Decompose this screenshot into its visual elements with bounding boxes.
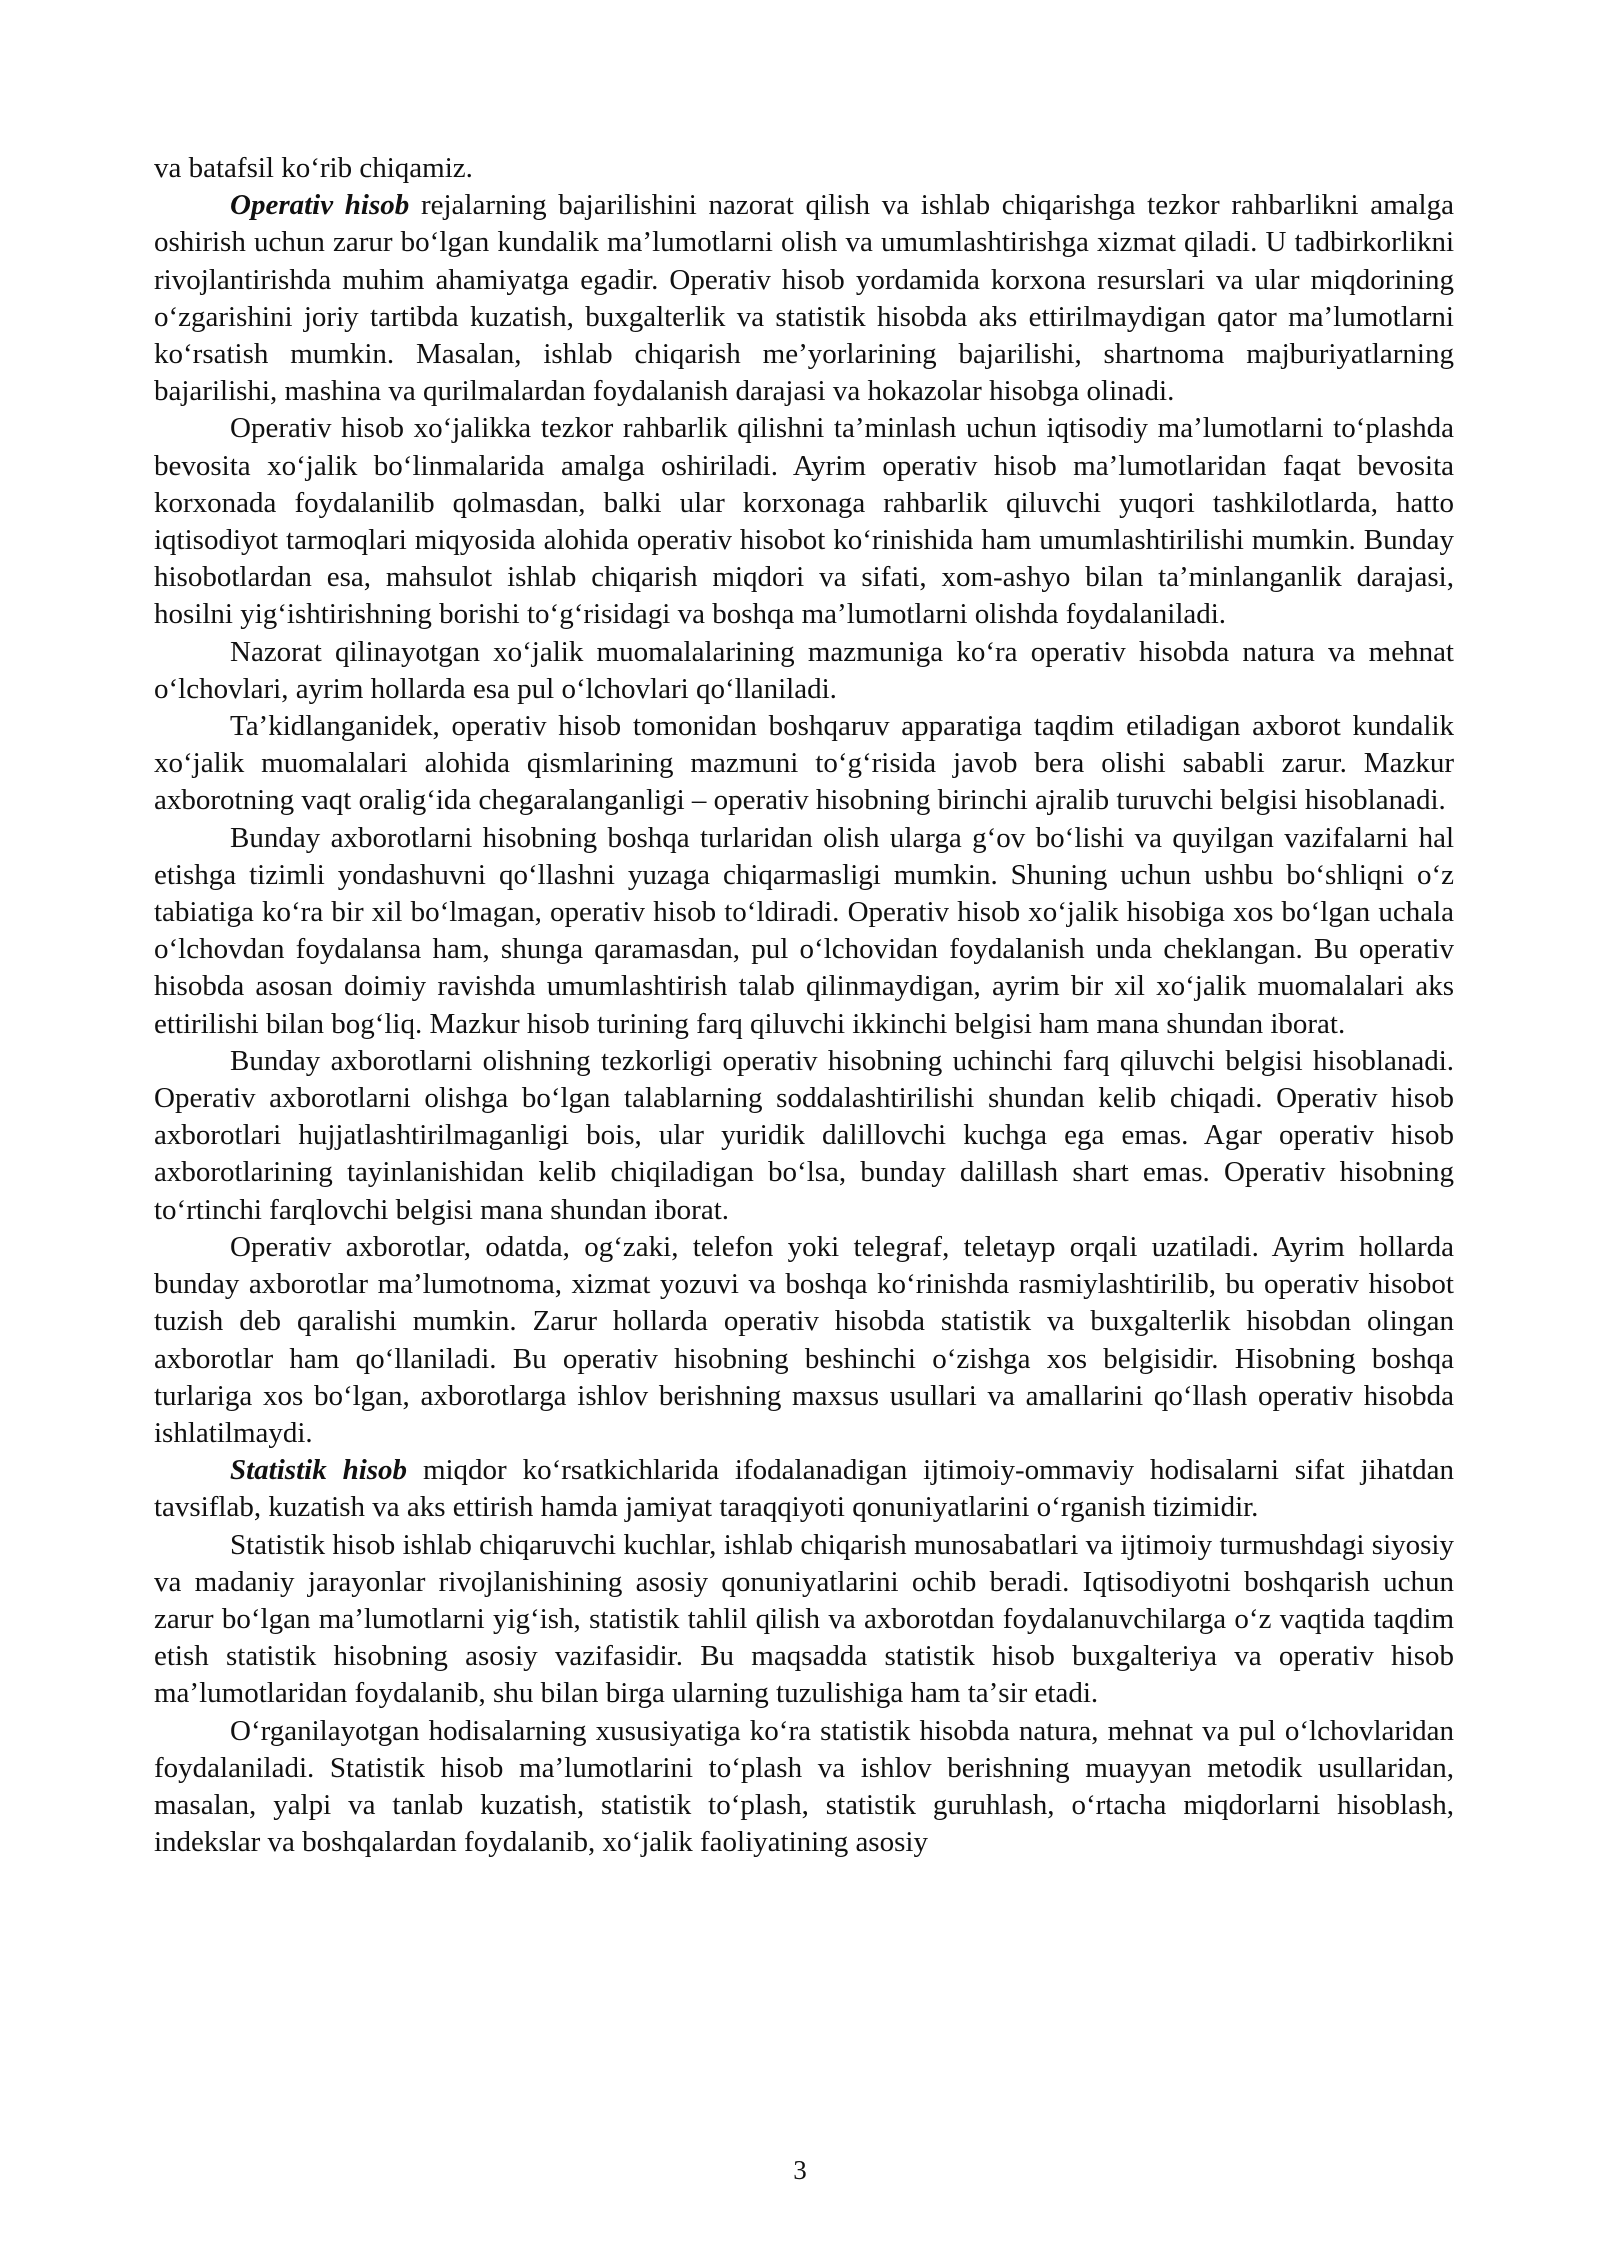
paragraph: Statistik hisob ishlab chiqaruvchi kuchlar, ishlab chiqarish munosabatlari va ijtimoiy turmushdagi siyosiy va madaniy jarayonlar rivojlanishining asosiy qonuniyatlarini ochib beradi. Iqtisodiyotni boshqarish uchun zarur boʻlgan maʼlumotlarni yigʻish, statistik tahlil qilish va axborotdan foydalanuvchilarga oʻz vaqtida taqdim etish statistik hisobning asosiy vazifasidir. Bu maqsadda statistik hisob buxgalteriya va operativ hisob maʼlumotlaridan foydalanib, shu bilan birga ularning tuzulishiga ham taʼsir etadi. xyxy=(154,1528,1454,1710)
paragraph: Oʻrganilayotgan hodisalarning xususiyatiga koʻra statistik hisobda natura, mehnat va pul oʻlchovlaridan foydalaniladi. Statistik hisob maʼlumotlarini toʻplash va ishlov berishning muayyan metodik usullaridan, masalan, yalpi va tanlab kuzatish, statistik toʻplash, statistik guruhlash, oʻrtacha miqdorlarni hisoblash, indekslar va boshqalardan foydalanib, xoʻjalik faoliyatining asosiy xyxy=(154,1714,1454,1859)
paragraph: Bunday axborotlarni olishning tezkorligi operativ hisobning uchinchi farq qiluvchi belgisi hisoblanadi. Operativ axborotlarni olishga boʻlgan talablarning soddalashtirilishi shundan kelib chiqadi. Operativ hisob axborotlari hujjatlashtirilmaganligi bois, ular yuridik dalillovchi kuchga ega emas. Agar operativ hisob axborotlarining tayinlanishidan kelib chiqiladigan boʻlsa, bunday dalillash shart emas. Operativ hisobning toʻrtinchi farqlovchi belgisi mana shundan iborat. xyxy=(154,1044,1454,1226)
paragraph: Taʼkidlanganidek, operativ hisob tomonidan boshqaruv apparatiga taqdim etiladigan axborot kundalik xoʻjalik muomalalari alohida qismlarining mazmuni toʻgʻrisida javob bera olishi sababli zarur. Mazkur axborotning vaqt oraligʻida chegaralanganligi – operativ hisobning birinchi ajralib turuvchi belgisi hisoblanadi. xyxy=(154,710,1454,817)
paragraph-text: miqdor koʻrsatkichlarida ifodalanadigan ijtimoiy-ommaviy hodisalarni sifat jihatdan tavsiflab, kuzatish va aks ettirish hamda jamiyat taraqqiyoti qonuniyatlarini oʻrganish tizimidir. xyxy=(154,1454,1455,1524)
page-number: 3 xyxy=(793,2155,807,2185)
paragraph: Nazorat qilinayotgan xoʻjalik muomalalarining mazmuniga koʻra operativ hisobda natura va mehnat oʻlchovlari, ayrim hollarda esa pul oʻlchovlari qoʻllaniladi. xyxy=(154,635,1454,705)
paragraph-statistik-hisob xyxy=(154,1452,1454,1526)
paragraph-text: rejalarning bajarilishini nazorat qilish va ishlab chiqarishga tezkor rahbarlikni amalga oshirish uchun zarur boʻlgan kundalik maʼlumotlarni olish va umumlashtirishga xizmat qiladi. U tadbirkorlikni rivojlantirishda muhim ahamiyatga egadir. Operativ hisob yordamida korxona resurslari va ular miqdorining oʻzgarishini joriy tartibda kuzatish, buxgalterlik va statistik hisobda aks ettirilmaydigan qator maʼlumotlarni koʻrsatish mumkin. Masalan, ishlab chiqarish meʼyorlarining bajarilishi, shartnoma majburiyatlarning bajarilishi, mashina va qurilmalardan foydalanish darajasi va hokazolar hisobga olinadi. xyxy=(154,189,1454,408)
document-body xyxy=(154,150,1454,1861)
term-statistik-hisob: Statistik hisob xyxy=(230,1454,408,1487)
paragraph-operativ-hisob xyxy=(154,187,1454,410)
lead-line: va batafsil koʻrib chiqamiz. xyxy=(154,152,473,184)
paragraph: Bunday axborotlarni hisobning boshqa turlaridan olish ularga gʻov boʻlishi va quyilgan vazifalarni hal etishga tizimli yondashuvni qoʻllashni yuzaga chiqarmasligi mumkin. Shuning uchun ushbu boʻshliqni oʻz tabiatiga koʻra bir xil boʻlmagan, operativ hisob toʻldiradi. Operativ hisob xoʻjalik hisobiga xos boʻlgan uchala oʻlchovdan foydalansa ham, shunga qaramasdan, pul oʻlchovidan foydalanish unda cheklangan. Bu operativ hisobda asosan doimiy ravishda umumlashtirish talab qilinmaydigan, ayrim bir xil xoʻjalik muomalalari aks ettirilishi bilan bogʻliq. Mazkur hisob turining farq qiluvchi ikkinchi belgisi ham mana shundan iborat. xyxy=(154,821,1454,1040)
paragraph: Operativ hisob xoʻjalikka tezkor rahbarlik qilishni taʼminlash uchun iqtisodiy maʼlumotlarni toʻplashda bevosita xoʻjalik boʻlinmalarida amalga oshiriladi. Ayrim operativ hisob maʼlumotlaridan faqat bevosita korxonada foydalanilib qolmasdan, balki ular korxonaga rahbarlik qiluvchi yuqori tashkilotlarda, hatto iqtisodiyot tarmoqlari miqyosida alohida operativ hisobot koʻrinishida ham umumlashtirilishi mumkin. Bunday hisobotlardan esa, mahsulot ishlab chiqarish miqdori va sifati, xom-ashyo bilan taʼminlanganlik darajasi, hosilni yigʻishtirishning borishi toʻgʻrisidagi va boshqa maʼlumotlarni olishda foydalaniladi. xyxy=(154,412,1454,631)
paragraph: Operativ axborotlar, odatda, ogʻzaki, telefon yoki telegraf, teletayp orqali uzatiladi. Ayrim hollarda bunday axborotlar maʼlumotnoma, xizmat yozuvi va boshqa koʻrinishda rasmiylashtirilib, bu operativ hisobot tuzish deb qaralishi mumkin. Zarur hollarda operativ hisobda statistik va buxgalterlik hisobdan olingan axborotlar ham qoʻllaniladi. Bu operativ hisobning beshinchi oʻzishga xos belgisidir. Hisobning boshqa turlariga xos boʻlgan, axborotlarga ishlov berishning maxsus usullari va amallarini qoʻllash operativ hisobda ishlatilmaydi. xyxy=(154,1230,1454,1449)
term-operativ-hisob: Operativ hisob xyxy=(230,189,410,222)
